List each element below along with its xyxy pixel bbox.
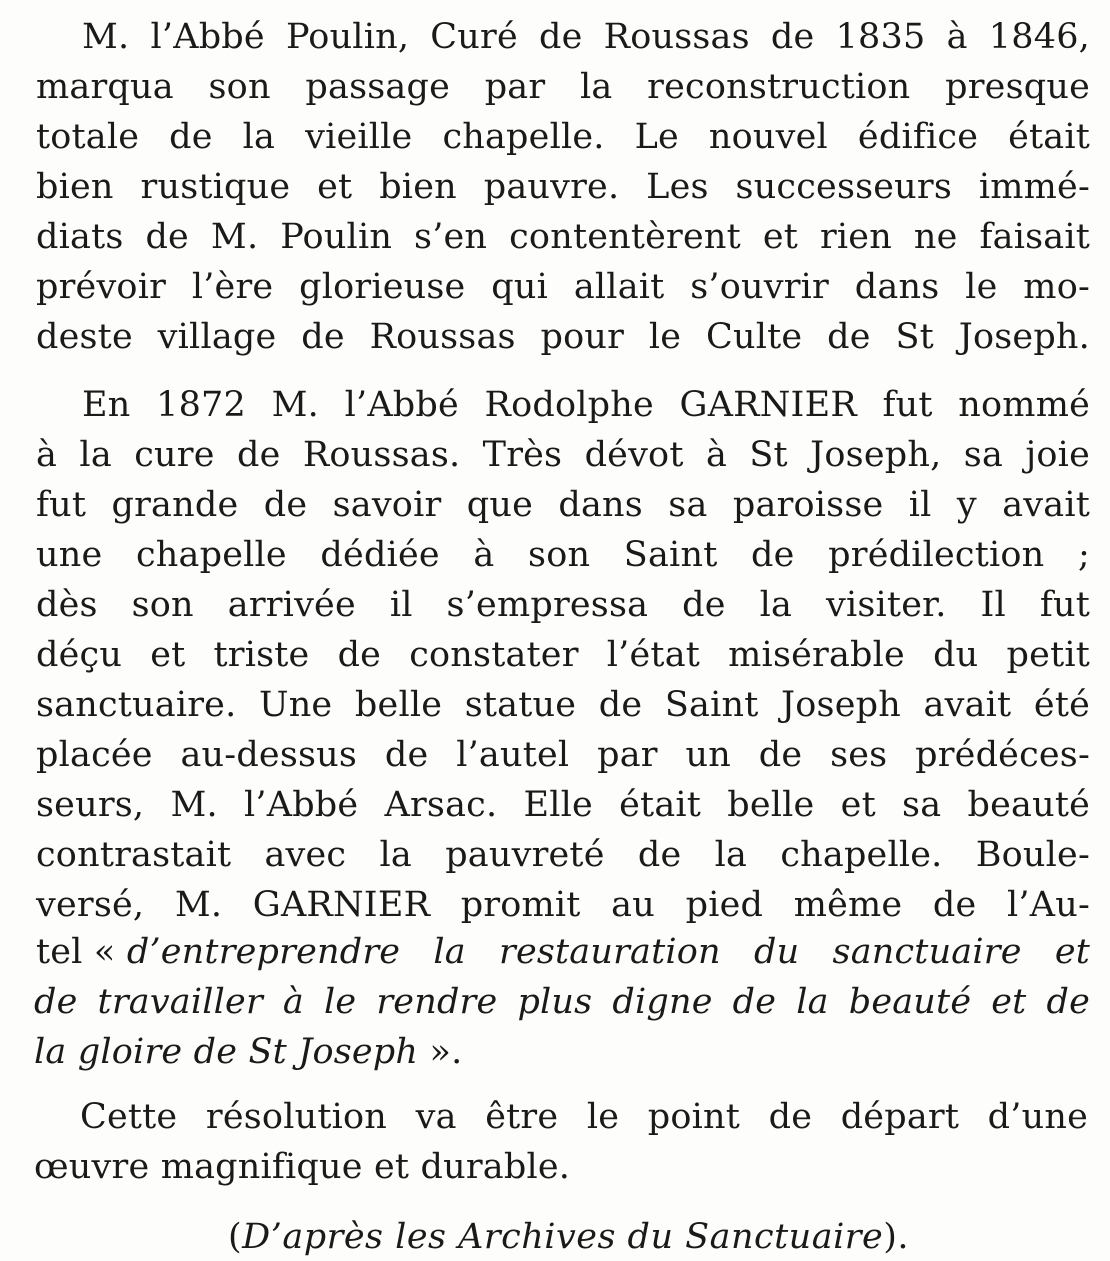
text-line: bien rustique et bien pauvre. Les successeurs immé-	[36, 167, 1090, 207]
text-line: diats de M. Poulin s’en contentèrent et rien ne faisait	[36, 217, 1090, 257]
text-line: versé, M. GARNIER promit au pied même de l’Au-	[36, 885, 1090, 925]
source-attribution	[228, 1216, 909, 1258]
text-line: deste village de Roussas pour le Culte de St Joseph.	[36, 317, 1090, 357]
text-line: totale de la vieille chapelle. Le nouvel édifice était	[36, 117, 1090, 157]
source-text: D’après les Archives du Sanctuaire	[242, 1217, 884, 1257]
text-line: déçu et triste de constater l’état misérable du petit	[36, 635, 1090, 675]
text-line: dès son arrivée il s’empressa de la visiter. Il fut	[36, 585, 1090, 625]
text-italic: d’entreprendre la restauration du sanctuaire et	[126, 932, 1090, 972]
text-line: prévoir l’ère glorieuse qui allait s’ouvrir dans le mo-	[36, 267, 1090, 307]
text-line: une chapelle dédiée à son Saint de prédilection ;	[36, 535, 1090, 575]
text-italic: la gloire de St Joseph	[34, 1032, 419, 1072]
text-line: fut grande de savoir que dans sa paroisse il y avait	[36, 485, 1090, 525]
text-line: sanctuaire. Une belle statue de Saint Joseph avait été	[36, 685, 1090, 725]
text-line-italic: de travailler à le rendre plus digne de la beauté et de	[34, 982, 1090, 1022]
text-plain: ».	[418, 1032, 463, 1072]
text-line: à la cure de Roussas. Très dévot à St Joseph, sa joie	[36, 435, 1090, 475]
text-line: En 1872 M. l’Abbé Rodolphe GARNIER fut nommé	[82, 385, 1090, 425]
text-line: Cette résolution va être le point de départ d’une	[80, 1097, 1088, 1137]
text-line: placée au-dessus de l’autel par un de ses prédéces-	[36, 735, 1090, 775]
text-line: contrastait avec la pauvreté de la chapelle. Boule-	[36, 835, 1090, 875]
text-line-mixed	[36, 931, 1090, 973]
text-line: œuvre magnifique et durable.	[34, 1147, 571, 1187]
text-line-mixed	[34, 1031, 1110, 1073]
text-line: M. l’Abbé Poulin, Curé de Roussas de 1835 à 1846,	[82, 17, 1090, 57]
text-line: seurs, M. l’Abbé Arsac. Elle était belle et sa beauté	[36, 785, 1090, 825]
text-line: marqua son passage par la reconstruction presque	[36, 67, 1090, 107]
source-open: (	[228, 1217, 243, 1257]
source-close: ).	[883, 1217, 910, 1257]
text-plain: tel «	[36, 932, 127, 972]
